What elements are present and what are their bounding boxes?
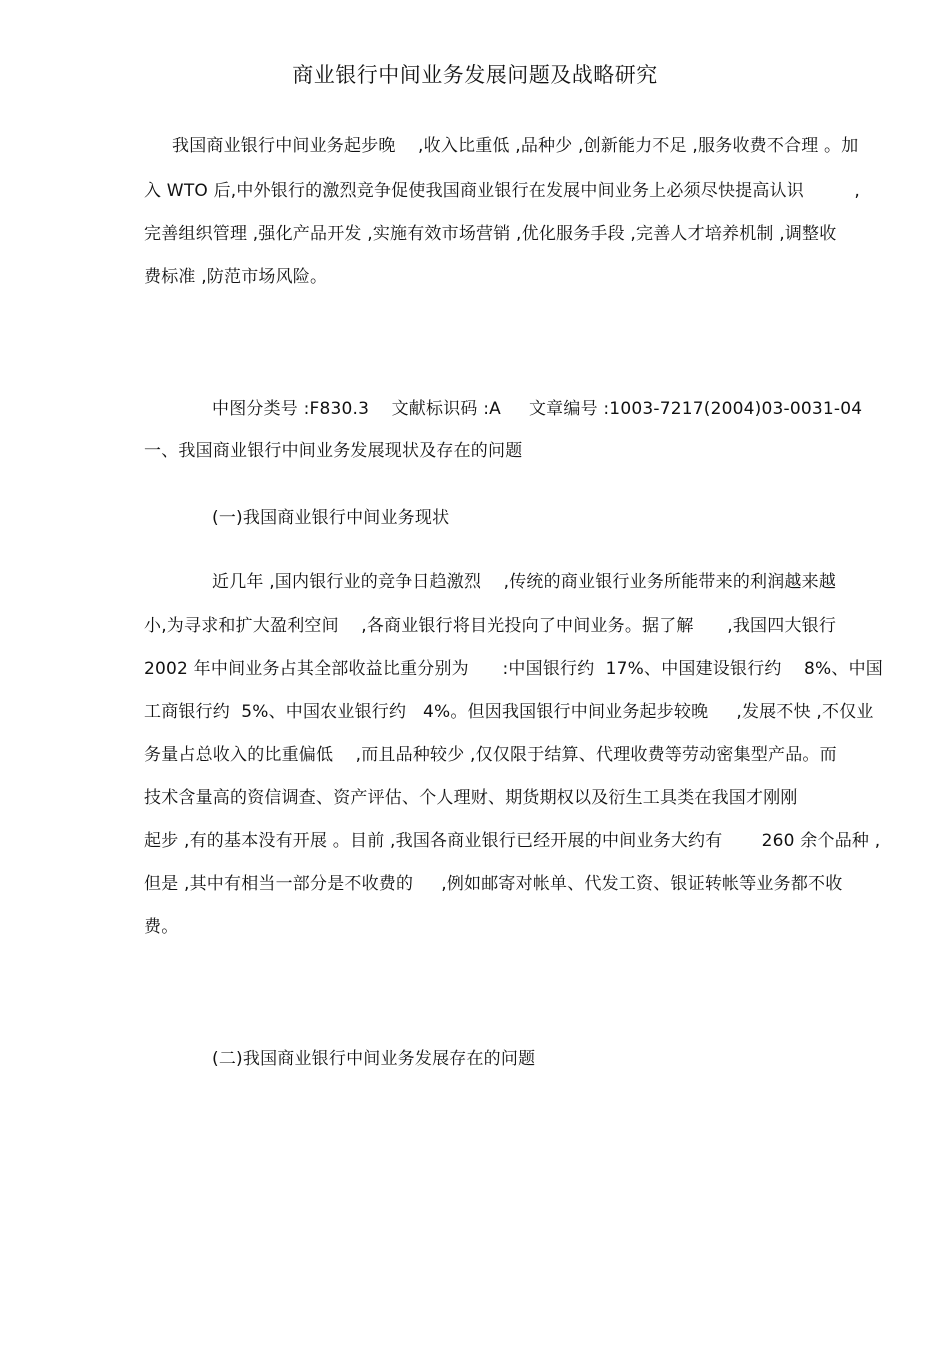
body-line: 近几年 ,国内银行业的竞争日趋激烈 ,传统的商业银行业务所能带来的利润越来越 <box>212 572 837 592</box>
body-line: 小,为寻求和扩大盈利空间 ,各商业银行将目光投向了中间业务。据了解 ,我国四大银行 <box>144 616 837 636</box>
body-line: 工商银行约 5%、中国农业银行约 4%。但因我国银行中间业务起步较晚 ,发展不快 ,不仅业 <box>144 702 874 722</box>
subsection-heading: (一)我国商业银行中间业务现状 <box>212 508 450 528</box>
body-line: 2002 年中间业务占其全部收益比重分别为 :中国银行约 17%、中国建设银行约 8%、中国 <box>144 659 883 679</box>
abstract-line: 入 WTO 后,中外银行的激烈竞争促使我国商业银行在发展中间业务上必须尽快提高认识 , <box>144 181 861 201</box>
body-line: 起步 ,有的基本没有开展 。目前 ,我国各商业银行已经开展的中间业务大约有 260 余个品种 , <box>144 831 881 851</box>
body-line: 费。 <box>144 917 179 937</box>
section-heading: 一、我国商业银行中间业务发展现状及存在的问题 <box>144 441 523 461</box>
abstract-line: 我国商业银行中间业务起步晚 ,收入比重低 ,品种少 ,创新能力不足 ,服务收费不合理 。加 <box>172 136 859 156</box>
subsection-heading: (二)我国商业银行中间业务发展存在的问题 <box>212 1049 536 1069</box>
abstract-line: 费标准 ,防范市场风险。 <box>144 267 328 287</box>
classification-meta: 中图分类号 :F830.3 文献标识码 :A 文章编号 :1003-7217(2004)03-0031-04 <box>212 399 863 419</box>
abstract-line: 完善组织管理 ,强化产品开发 ,实施有效市场营销 ,优化服务手段 ,完善人才培养机制 ,调整收 <box>144 224 837 244</box>
body-line: 技术含量高的资信调查、资产评估、个人理财、期货期权以及衍生工具类在我国才刚刚 <box>144 788 798 808</box>
document-title: 商业银行中间业务发展问题及战略研究 <box>292 63 658 87</box>
body-line: 但是 ,其中有相当一部分是不收费的 ,例如邮寄对帐单、代发工资、银证转帐等业务都不收 <box>144 874 843 894</box>
body-line: 务量占总收入的比重偏低 ,而且品种较少 ,仅仅限于结算、代理收费等劳动密集型产品。而 <box>144 745 837 765</box>
